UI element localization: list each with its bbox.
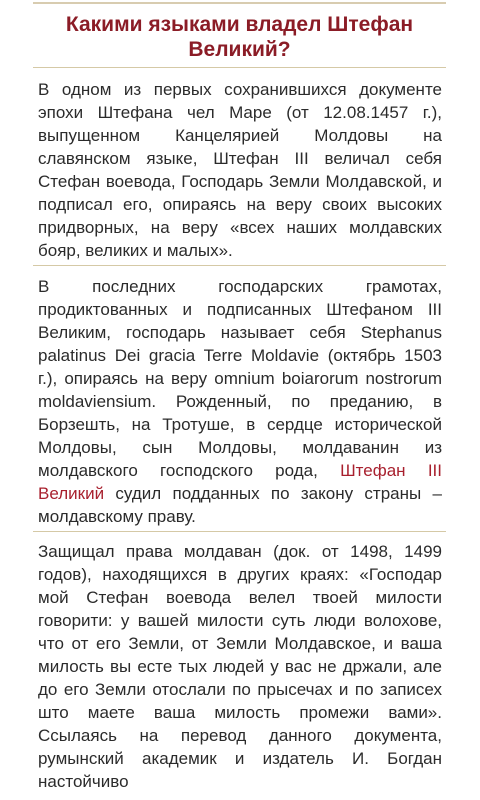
paragraph-2-text-before: В последних господарских грамотах, продиктованных и подписанных Штефаном III Великим, господарь называет себя Stephanus palatinus Dei gracia Terre Moldavie (октябрь 1503 г.), опираясь на веру omnium boiarorum nostrorum moldaviensium. Рожденный, по преданию, в Борзешть, на Тротуше, в сердце исторической Молдовы, сын Молдовы, молдаванин из молдавского господского рода, — [38, 277, 442, 480]
paragraph-3: Защищал права молдаван (док. от 1498, 1499 годов), находящихся в других краях: «Господар мой Стефан воевода велел твоей милости говорити: у вашей милости суть люди волохове, что от его Земли, от Земли Молдавское, и ваша милость вы есте тых людей у вас не држали, але до его Земли отослали по прысечах и по записех што маете ваша милость промежи вами». Ссылаясь на перевод данного документа, румынский академик и издатель И. Богдан настойчиво — [38, 542, 442, 791]
title-divider — [33, 67, 446, 68]
stefan-link[interactable]: Штефан III Великий — [38, 461, 443, 503]
paragraph-2-text-after: судил подданных по закону страны – молдавскому праву. — [38, 484, 442, 526]
paragraph-divider-1 — [33, 265, 446, 266]
paragraph-divider-2 — [33, 531, 446, 532]
paragraph-1: В одном из первых сохранившихся документе эпохи Штефана чел Маре (от 12.08.1457 г.), выпущенном Канцелярией Молдовы на славянском языке, Штефан III величал себя Стефан воевода, Господарь Земли Молдавской, и подписал его, опираясь на веру своих высоких придворных, на веру «всех наших молдавских бояр, великих и малых». — [38, 80, 442, 260]
paragraph-2 — [38, 275, 442, 528]
article-title: Какими языками владел Штефан Великий? — [65, 13, 414, 61]
top-border — [33, 2, 446, 4]
